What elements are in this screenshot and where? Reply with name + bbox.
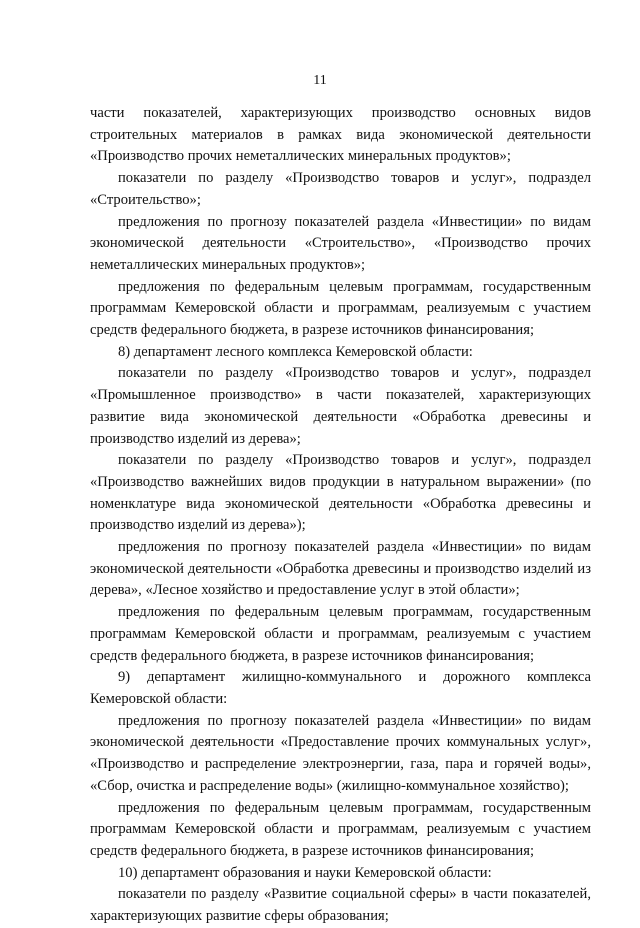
paragraph: предложения по федеральным целевым программам, государственным программам Кемеровской области и программам, реализуемым с участием средств федерального бюджета, в разрезе источников финансирования; bbox=[90, 604, 591, 664]
paragraph: показатели по разделу «Производство товаров и услуг», подраздел «Строительство»; bbox=[90, 170, 591, 208]
paragraph: предложения по прогнозу показателей раздела «Инвестиции» по видам экономической деятельности «Строительство», «Производство прочих неметаллических минеральных продуктов»; bbox=[90, 213, 591, 273]
paragraph: части показателей, характеризующих производство основных видов строительных материалов в рамках вида экономической деятельности «Производство прочих неметаллических минеральных продуктов»; bbox=[90, 105, 591, 165]
paragraph: показатели по разделу «Производство товаров и услуг», подраздел «Промышленное производство» в части показателей, характеризующих развитие вида экономической деятельности «Обработка древесины и производство изделий из дерева»; bbox=[90, 365, 591, 447]
paragraph: 9) департамент жилищно-коммунального и дорожного комплекса Кемеровской области: bbox=[90, 669, 591, 707]
page-number: 11 bbox=[313, 73, 327, 88]
paragraph: 10) департамент образования и науки Кемеровской области: bbox=[118, 864, 492, 881]
paragraph: предложения по федеральным целевым программам, государственным программам Кемеровской области и программам, реализуемым с участием средств федерального бюджета, в разрезе источников финансирования; bbox=[90, 799, 591, 859]
document-body bbox=[90, 103, 591, 928]
paragraph: 8) департамент лесного комплекса Кемеровской области: bbox=[118, 343, 473, 360]
paragraph: показатели по разделу «Развитие социальной сферы» в части показателей, характеризующих развитие сферы образования; bbox=[90, 886, 591, 925]
paragraph: показатели по разделу «Производство товаров и услуг», подраздел «Производство важнейших видов продукции в натуральном выражении» (по номенклатуре вида экономической деятельности «Обработка древесины и производство изделий из дерева»); bbox=[90, 452, 591, 534]
paragraph: предложения по прогнозу показателей раздела «Инвестиции» по видам экономической деятельности «Обработка древесины и производство изделий из дерева», «Лесное хозяйство и предоставление услуг в этой области»; bbox=[90, 539, 591, 599]
paragraph: предложения по федеральным целевым программам, государственным программам Кемеровской области и программам, реализуемым с участием средств федерального бюджета, в разрезе источников финансирования; bbox=[90, 278, 591, 339]
paragraph: предложения по прогнозу показателей раздела «Инвестиции» по видам экономической деятельности «Предоставление прочих коммунальных услуг», «Производство и распределение электроэнергии, газа, пара и горячей воды», «Сбор, очистка и распределение воды» (жилищно-коммунальное хозяйство); bbox=[90, 712, 591, 794]
